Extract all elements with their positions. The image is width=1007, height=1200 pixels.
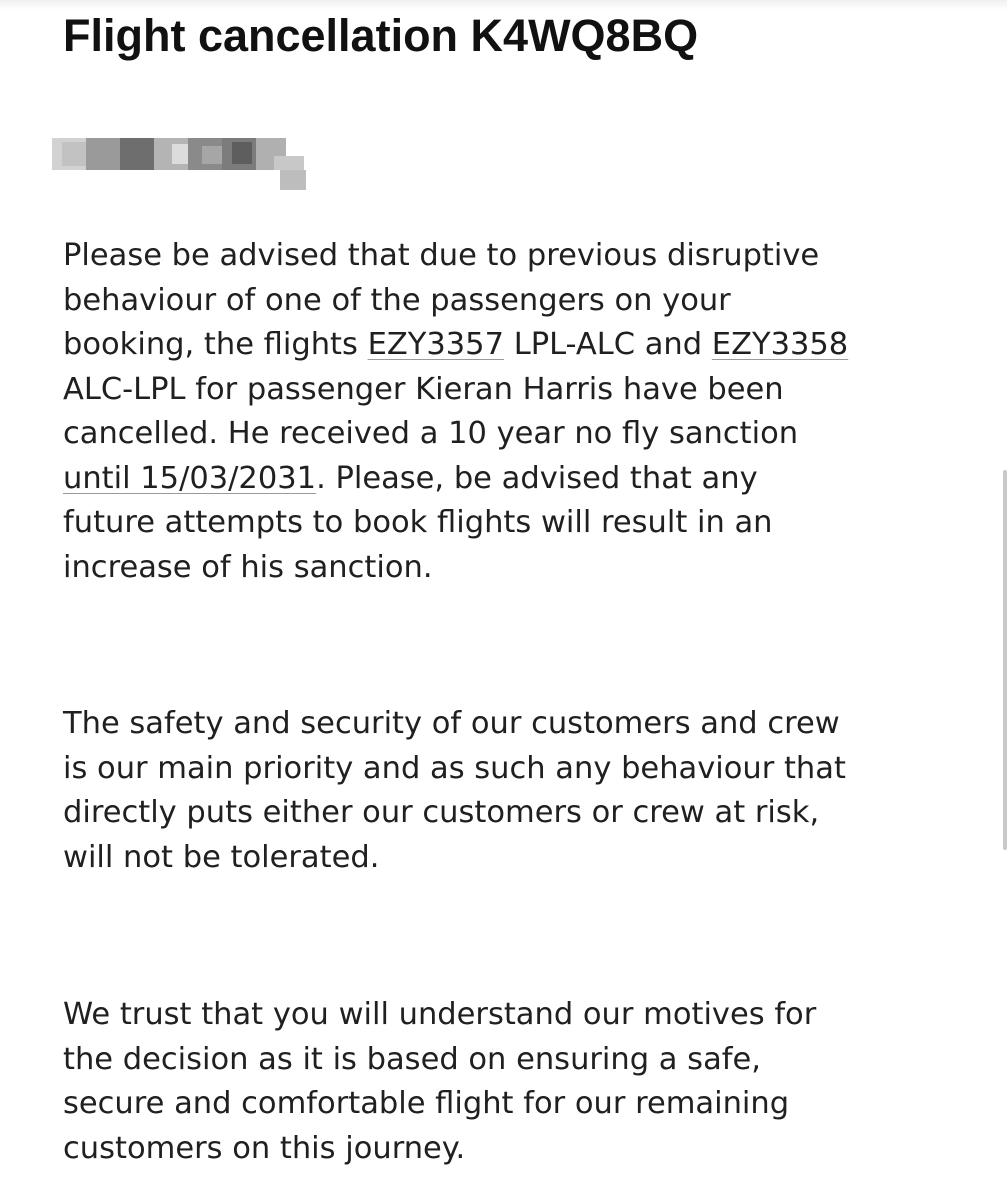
email-subject: Flight cancellation K4WQ8BQ	[63, 10, 699, 61]
paragraph-closing-statement	[63, 993, 963, 1171]
text-line: secure and comfortable flight for our remaining	[63, 1086, 790, 1121]
text-line: future attempts to book flights will result in an	[63, 505, 773, 540]
flight-number-link-return[interactable]: EZY3358	[711, 327, 849, 362]
paragraph-safety-statement	[63, 702, 963, 880]
text-line: is our main priority and as such any behaviour that	[63, 750, 846, 786]
sender-redacted-pixelation	[52, 138, 307, 193]
text-line: will not be tolerated.	[63, 839, 380, 875]
text-line: the decision as it is based on ensuring a safe,	[63, 1041, 761, 1077]
text-line: directly puts either our customers or crew at risk,	[63, 795, 820, 830]
text-line: cancelled. He received a 10 year no fly sanction	[63, 416, 799, 451]
scrollbar-thumb[interactable]	[1003, 470, 1007, 850]
text-fragment: booking, the flights	[63, 327, 368, 362]
flight-number-link-outbound[interactable]: EZY3357	[367, 327, 504, 362]
text-line: The safety and security of our customers and crew	[63, 706, 840, 741]
text-line: increase of his sanction.	[63, 549, 433, 585]
text-line: behaviour of one of the passengers on your	[63, 282, 731, 318]
text-line: We trust that you will understand our motives for	[63, 997, 817, 1032]
text-line	[63, 457, 963, 502]
sanction-date-link[interactable]: until 15/03/2031	[63, 460, 317, 496]
text-line: ALC-LPL for passenger Kieran Harris have been	[63, 371, 784, 407]
text-fragment: LPL-ALC and	[504, 327, 712, 362]
text-line: Please be advised that due to previous disruptive	[63, 238, 820, 273]
text-line: customers on this journey.	[63, 1130, 466, 1166]
text-line	[63, 323, 963, 368]
text-fragment: . Please, be advised that any	[316, 460, 758, 496]
paragraph-cancellation-notice	[63, 234, 963, 590]
